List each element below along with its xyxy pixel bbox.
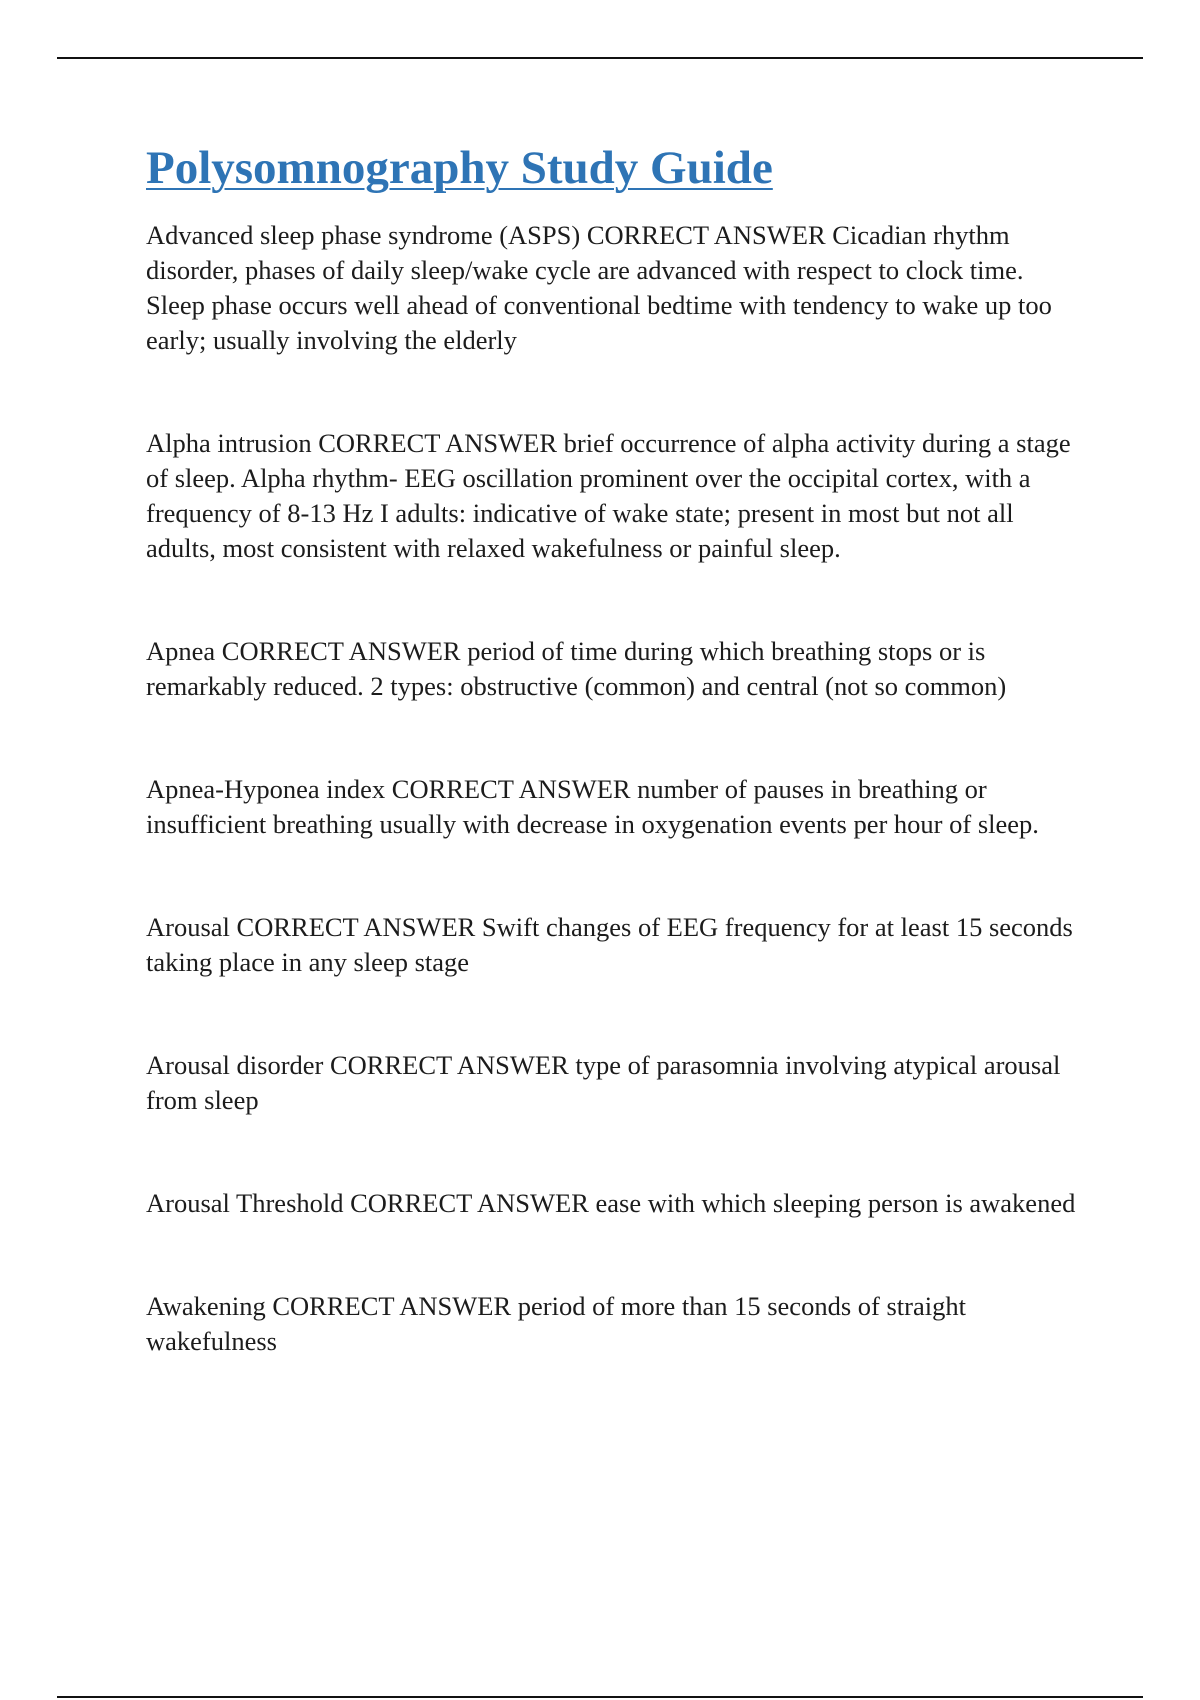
entry-arousal-disorder: Arousal disorder CORRECT ANSWER type of parasomnia involving atypical arousal from sleep (146, 1050, 1061, 1116)
document-body (146, 140, 1086, 1359)
entry-advanced-sleep-phase-syndrome: Advanced sleep phase syndrome (ASPS) CORRECT ANSWER Cicadian rhythm disorder, phases of daily sleep/wake cycle are advanced with respect to clock time. Sleep phase occurs well ahead of conventional bedtime with tendency to wake up too early; usually involving the elderly (146, 220, 1052, 356)
entry-awakening: Awakening CORRECT ANSWER period of more than 15 seconds of straight wakefulness (146, 1291, 966, 1357)
footer-rule (57, 1696, 1143, 1698)
entry-arousal-threshold: Arousal Threshold CORRECT ANSWER ease with which sleeping person is awakened (146, 1188, 1076, 1219)
entry-apnea-hyponea-index: Apnea-Hyponea index CORRECT ANSWER number of pauses in breathing or insufficient breathing usually with decrease in oxygenation events per hour of sleep. (146, 774, 1039, 840)
header-rule (57, 57, 1143, 59)
entry-apnea: Apnea CORRECT ANSWER period of time during which breathing stops or is remarkably reduced. 2 types: obstructive (common) and central (not so common) (146, 636, 1007, 702)
document-title: Polysomnography Study Guide (146, 142, 773, 194)
entry-arousal: Arousal CORRECT ANSWER Swift changes of EEG frequency for at least 15 seconds taking place in any sleep stage (146, 912, 1073, 978)
entry-alpha-intrusion: Alpha intrusion CORRECT ANSWER brief occurrence of alpha activity during a stage of sleep. Alpha rhythm- EEG oscillation prominent over the occipital cortex, with a frequency of 8-13 Hz I adults: indicative of wake state; present in most but not all adults, most consistent with relaxed wakefulness or painful sleep. (146, 428, 1071, 564)
